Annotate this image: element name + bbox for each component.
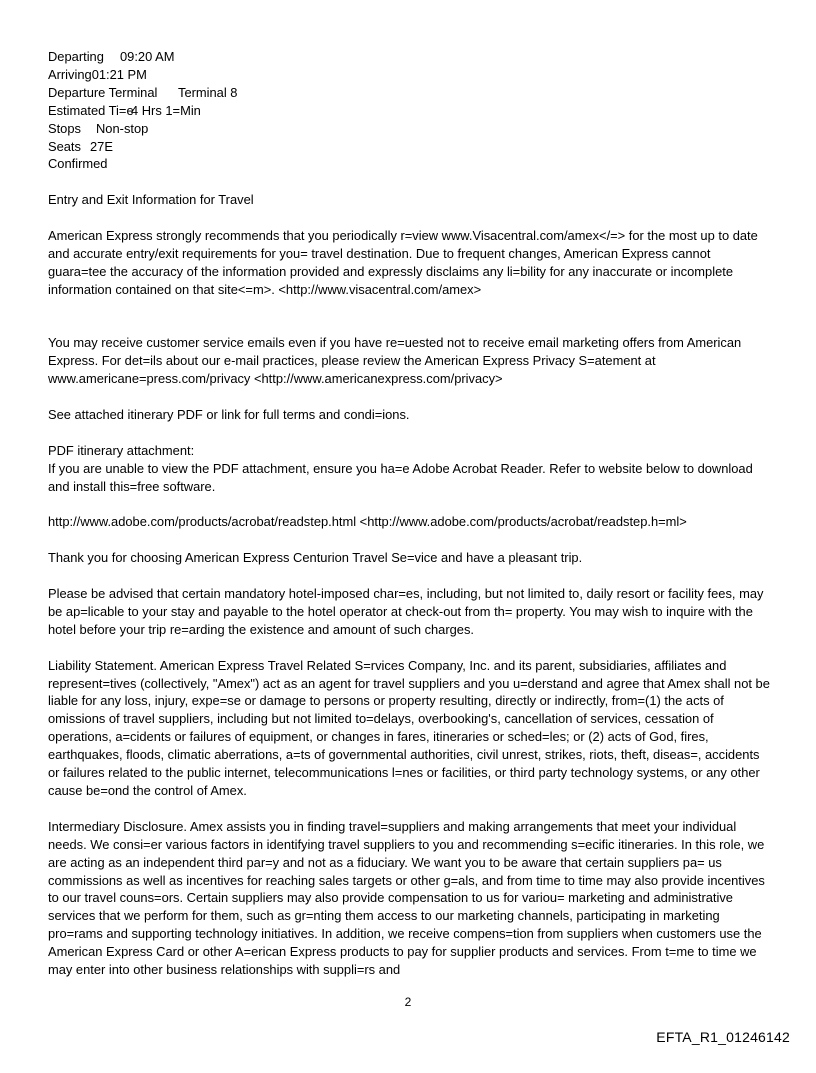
flight-value: 09:20 AM: [120, 49, 175, 64]
entry-exit-paragraph: American Express strongly recommends that you periodically r=view www.Visacentral.com/amex</=> for the most up to date and accurate entry/exit requirements for you= travel destination. Due to frequent changes, American Express cannot guara=tee the accuracy of the information provided and expressly disclaims any li=bility for any inaccurate or incomplete information contained on that site<=m>. <http://www.visacentral.com/amex>: [48, 228, 758, 297]
flight-label: Departing: [48, 49, 104, 64]
entry-exit-heading: Entry and Exit Information for Travel: [48, 192, 254, 208]
flight-label: Arriving: [48, 66, 92, 82]
flight-departing-row: [48, 48, 772, 66]
flight-terminal-row: [48, 84, 772, 102]
page-number: 2: [404, 995, 412, 1009]
booking-status: Confirmed: [48, 156, 108, 172]
flight-stops-row: [48, 120, 772, 138]
pdf-heading: PDF itinerary attachment:: [48, 442, 195, 458]
document-id-footer: EFTA_R1_01246142: [656, 1029, 790, 1045]
flight-value: 01:21 PM: [91, 66, 147, 82]
flight-value: 27E: [90, 138, 113, 154]
thank-you-paragraph: Thank you for choosing American Express Centurion Travel Se=vice and have a pleasant trip.: [48, 550, 583, 566]
pdf-paragraph: If you are unable to view the PDF attachment, ensure you ha=e Adobe Acrobat Reader. Refer to website below to download and install this=free software.: [48, 460, 753, 494]
hotel-notice-paragraph: Please be advised that certain mandatory hotel-imposed char=es, including, but not limited to, daily resort or facility fees, may be ap=licable to your stay and payable to the hotel operator at check-out from th= property. You may wish to inquire with the hotel before your trip re=arding the existence and amount of such charges.: [48, 586, 764, 637]
liability-paragraph: Liability Statement. American Express Travel Related S=rvices Company, Inc. and its parent, subsidiaries, affiliates and represent=tives (collectively, "Amex") act as an agent for travel suppliers and you u=derstand and agree that Amex shall not be liable for any loss, injury, expe=se or damage to persons or property resulting, directly or indirectly, from=(1) the acts of omissions of travel suppliers, including but not limited to=delays, overbooking's, cancellation of services, cessation of operations, a=cidents or failures of equipment, or changes in fares, itineraries or sched=les; or (2) acts of God, fires, earthquakes, floods, climatic aberrations, a=ts of governmental authorities, civil unrest, strikes, riots, theft, diseas=, accidents or failures related to the public internet, telecommunications l=nes or facilities, or third party technology systems, or any other cause be=ond the control of Amex.: [48, 657, 770, 798]
adobe-link-paragraph: http://www.adobe.com/products/acrobat/readstep.html <http://www.adobe.com/products/acrobat/readstep.h=ml>: [48, 514, 687, 530]
flight-label: Departure Terminal: [48, 84, 158, 100]
flight-label: Estimated Ti=e: [48, 102, 134, 118]
flight-seats-row: [48, 138, 772, 156]
flight-value: Non-stop: [96, 120, 149, 136]
flight-value: 4 Hrs 1=Min: [131, 102, 201, 118]
email-notice-paragraph: You may receive customer service emails even if you have re=uested not to receive email marketing offers from American Express. For det=ils about our e-mail practices, please review the American Express Privacy S=atement at www.americane=press.com/privacy <http://www.americanexpress.com/privacy>: [48, 335, 742, 387]
flight-value: Terminal 8: [178, 84, 238, 100]
flight-label: Stops: [48, 120, 81, 136]
document-page: [48, 48, 772, 979]
flight-label: Seats: [48, 138, 81, 154]
attached-itinerary-paragraph: See attached itinerary PDF or link for full terms and condi=ions.: [48, 407, 410, 423]
flight-arriving-row: [48, 66, 772, 84]
flight-duration-row: [48, 102, 772, 120]
intermediary-paragraph: Intermediary Disclosure. Amex assists you in finding travel=suppliers and making arrangements that meet your individual needs. We consi=er various factors in identifying travel suppliers to you and recommending s=ecific itineraries. In this role, we are acting as an independent third par=y and not as a fiduciary. We want you to be aware that certain suppliers pa= us commissions as well as incentives for reaching sales targets or other g=als, and from time to time may also provide incentives to our travel couns=ors. Certain suppliers may also provide compensation to us for variou= marketing and administrative services that we perform for them, such as gr=nting them access to our marketing channels, participating in marketing pro=rams and supporting technology initiatives. In addition, we receive compens=tion from suppliers when customers use the American Express Card or other A=erican Express products to pay for supplier products and services. From t=me to time we may enter into other business relationships with suppli=rs and: [48, 818, 765, 978]
